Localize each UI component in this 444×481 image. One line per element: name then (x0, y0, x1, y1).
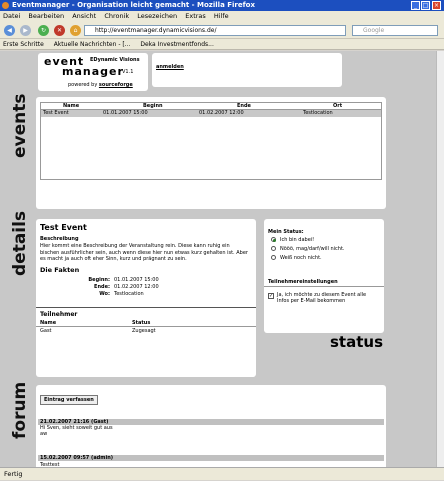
radio-yes[interactable] (271, 237, 276, 242)
firefox-icon (2, 2, 9, 9)
events-table (40, 102, 382, 180)
status-panel (264, 219, 384, 333)
powered-prefix: powered by (68, 82, 98, 88)
menu-chronik[interactable]: Chronik (104, 12, 130, 20)
event-description: Hier kommt eine Beschreibung der Veranstaltung rein. Diese kann ruhig ein bischen ausführlicher sein, auch wenn diese hier nun etwas kurz gehalten ist. Aber es macht ja auch oft eher Sinn, kurz und prägnant zu sein. (40, 243, 248, 262)
maximize-button[interactable]: □ (422, 2, 429, 9)
events-table-header (41, 103, 381, 110)
fact-ende-label: Ende: (94, 284, 110, 290)
status-option-no-label: Nööö, mag/darf/will nicht. (280, 246, 345, 252)
participants-col-name: Name (40, 320, 57, 326)
logo-panel (38, 53, 148, 91)
participants-heading: Teilnehmer (40, 311, 78, 318)
login-link[interactable]: anmelden (156, 64, 184, 70)
forward-icon[interactable]: ▶ (20, 25, 31, 36)
window-titlebar (0, 0, 444, 11)
fact-wo-value: Testlocation (114, 291, 144, 297)
search-placeholder: Google (363, 27, 385, 34)
logo-event: event (44, 55, 85, 68)
home-icon[interactable]: ⌂ (70, 25, 81, 36)
menu-bearbeiten[interactable]: Bearbeiten (28, 12, 65, 20)
forum-post-body: Testtest (40, 462, 60, 467)
write-entry-button[interactable]: Eintrag verfassen (40, 395, 98, 405)
participants-header-rule (36, 326, 256, 327)
status-heading: Mein Status: (268, 229, 304, 235)
forum-section-label: forum (10, 381, 30, 439)
logo-manager: manager (62, 65, 124, 78)
description-heading: Beschreibung (40, 236, 79, 242)
bookmarks-toolbar (0, 39, 444, 50)
bookmark-deka[interactable]: Deka Investmentfonds... (140, 41, 214, 48)
menu-ansicht[interactable]: Ansicht (72, 12, 97, 20)
status-option-no[interactable] (280, 246, 345, 252)
stop-icon[interactable]: ✕ (54, 25, 65, 36)
details-panel (36, 219, 256, 377)
col-ende: Ende (237, 103, 251, 109)
cell-ort: Testlocation (303, 110, 333, 116)
status-option-yes[interactable] (280, 237, 314, 243)
cell-beginn: 01.01.2007 15:00 (103, 110, 148, 116)
settings-divider (264, 286, 384, 287)
participant-status: Zugesagt (132, 328, 156, 334)
forum-post-header: 15.02.2007 09:57 (admin) (38, 455, 384, 461)
status-option-maybe-label: Weiß noch nicht. (280, 255, 322, 261)
search-input[interactable] (352, 25, 438, 36)
forum-panel (36, 385, 386, 467)
reload-icon[interactable]: ↻ (38, 25, 49, 36)
forum-post-body: Hi Sven, sieht soweit gut aus aw (40, 425, 113, 437)
event-title: Test Event (40, 223, 87, 232)
cell-name: Test Event (43, 110, 69, 116)
navigation-toolbar (0, 22, 444, 39)
details-section-label: details (10, 210, 30, 276)
close-button[interactable]: × (433, 2, 440, 9)
radio-selected-dot (273, 239, 276, 242)
fact-ende-value: 01.02.2007 12:00 (114, 284, 159, 290)
status-option-yes-label: Ich bin dabei! (280, 237, 315, 243)
bookmark-nachrichten[interactable]: Aktuelle Nachrichten - [... (53, 41, 131, 48)
menu-extras[interactable]: Extras (185, 12, 206, 20)
col-name: Name (63, 103, 80, 109)
events-section-label: events (10, 93, 30, 158)
page-viewport (0, 51, 436, 467)
menu-lesezeichen[interactable]: Lesezeichen (137, 12, 178, 20)
radio-no[interactable] (271, 246, 276, 251)
bookmark-erste-schritte[interactable]: Erste Schritte (3, 41, 44, 48)
status-option-maybe[interactable] (280, 255, 322, 261)
status-text: Fertig (4, 470, 23, 478)
back-icon[interactable]: ◀ (4, 25, 15, 36)
col-ort: Ort (333, 103, 343, 109)
fact-wo-label: Wo: (99, 291, 110, 297)
fact-beginn-label: Beginn: (88, 277, 110, 283)
fact-beginn-value: 01.01.2007 15:00 (114, 277, 159, 283)
participant-name: Gast (40, 328, 52, 334)
menu-bar (0, 11, 444, 22)
notify-checkbox[interactable]: ✓ (269, 293, 274, 299)
menu-hilfe[interactable]: Hilfe (213, 12, 229, 20)
facts-heading: Die Fakten (40, 266, 80, 274)
forum-post-header: 21.02.2007 21:16 (Gast) (38, 419, 384, 425)
cell-ende: 01.02.2007 12:00 (199, 110, 244, 116)
window-title: Eventmanager - Organisation leicht gemacht - Mozilla Firefox (12, 1, 255, 9)
status-section-label: status (330, 333, 383, 351)
version-text: V1.1 (122, 69, 134, 75)
browser-statusbar (0, 467, 444, 480)
vertical-scrollbar[interactable] (436, 51, 444, 467)
menu-datei[interactable]: Datei (3, 12, 21, 20)
powered-by (68, 82, 133, 88)
table-row[interactable] (41, 110, 381, 117)
minimize-button[interactable]: _ (411, 1, 420, 10)
radio-maybe[interactable] (271, 255, 276, 260)
col-beginn: Beginn (143, 103, 163, 109)
url-text: http://eventmanager.dynamicvisions.de/ (95, 27, 217, 34)
sourceforge-link[interactable]: sourceforge (98, 82, 133, 88)
events-panel (36, 97, 386, 209)
brand-text: EDynamic Visions (90, 57, 140, 63)
divider (36, 307, 256, 308)
settings-heading: Teilnehmereinstellungen (268, 279, 338, 285)
participants-col-status: Status (132, 320, 151, 326)
url-input[interactable] (84, 25, 346, 36)
login-panel (152, 53, 342, 87)
notify-label: Ja, ich möchte zu diesem Event alle Infos per E-Mail bekommen (277, 292, 367, 304)
